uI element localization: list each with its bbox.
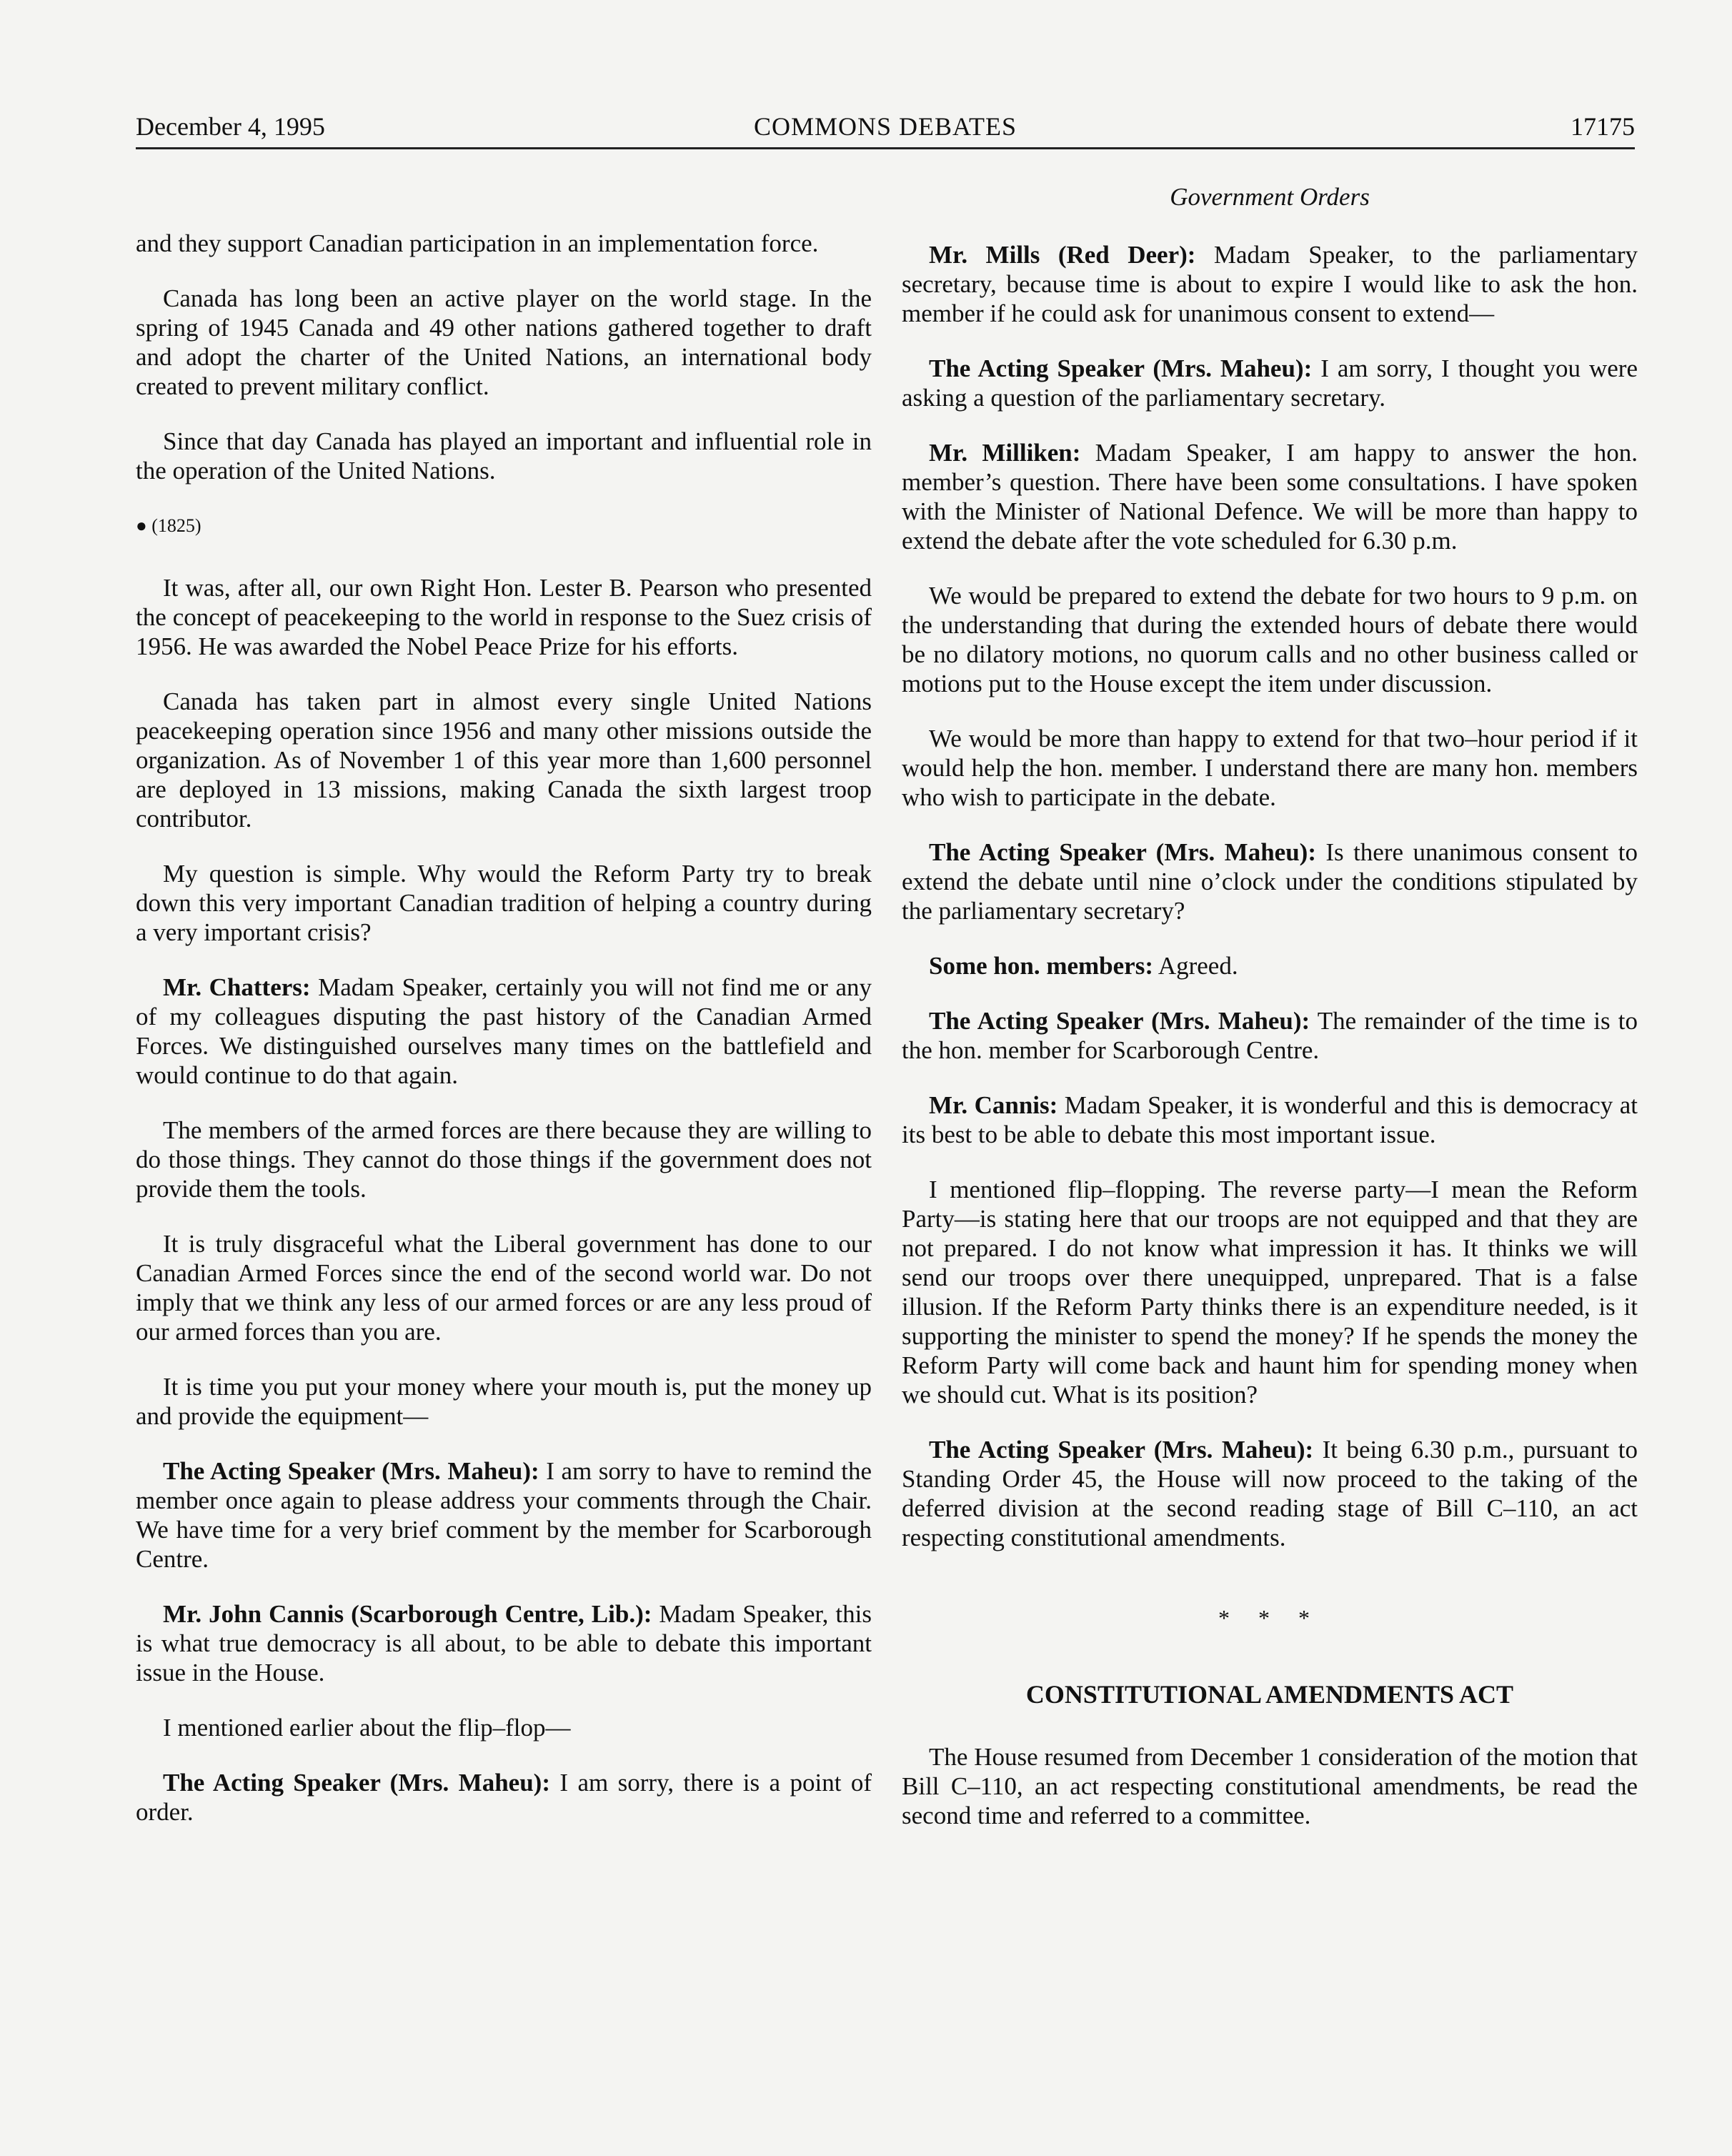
speech-text: Is there unanimous consent to extend the debate until nine o’clock under the conditions stipulated by the parliamentary secretary?	[902, 838, 1638, 925]
header-page-number: 17175	[1571, 112, 1635, 141]
speech-text: The remainder of the time is to the hon. member for Scarborough Centre.	[902, 1007, 1638, 1064]
section-divider: * * *	[1218, 1605, 1321, 1631]
paragraph: I mentioned earlier about the flip–flop—	[163, 1714, 571, 1742]
header-title: COMMONS DEBATES	[753, 112, 1017, 141]
speech-paragraph	[902, 1091, 1638, 1149]
running-header	[136, 100, 1635, 149]
speaker-name: The Acting Speaker (Mrs. Maheu):	[929, 354, 1313, 382]
paragraph: The House resumed from December 1 consideration of the motion that Bill C–110, an act respecting constitutional amendments, be read the second time and referred to a committee.	[902, 1743, 1638, 1829]
paragraph: It was, after all, our own Right Hon. Lester B. Pearson who presented the concept of peacekeeping to the world in response to the Suez crisis of 1956. He was awarded the Nobel Peace Prize for his efforts.	[136, 574, 872, 660]
speaker-name: The Acting Speaker (Mrs. Maheu):	[163, 1769, 550, 1797]
section-heading: CONSTITUTIONAL AMENDMENTS ACT	[1025, 1680, 1514, 1709]
speaker-name: Mr. Cannis:	[929, 1091, 1058, 1119]
bullet-icon: ●	[136, 515, 147, 536]
paragraph: My question is simple. Why would the Reform Party try to break down this very important Canadian tradition of helping a country during a very important crisis?	[136, 860, 872, 946]
speech-paragraph	[136, 973, 872, 1090]
paragraph: Canada has taken part in almost every single United Nations peacekeeping operation since 1956 and many other missions outside the organization. As of November 1 of this year more than 1,600 personnel are deployed in 13 missions, making Canada the sixth largest troop contributor.	[136, 687, 872, 833]
paragraph: and they support Canadian participation in an implementation force.	[136, 229, 819, 257]
speech-text: Madam Speaker, this is what true democracy is all about, to be able to debate this important issue in the House.	[136, 1600, 872, 1686]
paragraph: It is truly disgraceful what the Liberal government has done to our Canadian Armed Forces since the end of the second world war. Do not imply that we think any less of our armed forces or are any less proud of our armed forces than you are.	[136, 1230, 872, 1346]
left-column	[136, 229, 872, 1852]
speech-paragraph	[902, 838, 1638, 925]
speech-paragraph	[902, 1435, 1638, 1552]
paragraph: We would be more than happy to extend for that two–hour period if it would help the hon. member. I understand there are many hon. members who wish to participate in the debate.	[902, 725, 1638, 811]
paragraph: It is time you put your money where your mouth is, put the money up and provide the equipment—	[136, 1373, 872, 1430]
speaker-name: Some hon. members:	[929, 952, 1153, 980]
speech-text: I am sorry, I thought you were asking a question of the parliamentary secretary.	[902, 354, 1638, 412]
section-label: Government Orders	[1170, 183, 1370, 211]
right-column	[902, 240, 1638, 1856]
time-marker-text: (1825)	[151, 515, 201, 536]
speaker-name: The Acting Speaker (Mrs. Maheu):	[163, 1457, 539, 1485]
speech-paragraph	[902, 951, 1638, 980]
speech-paragraph	[902, 1006, 1638, 1065]
paragraph: Since that day Canada has played an important and influential role in the operation of the United Nations.	[136, 427, 872, 485]
header-date: December 4, 1995	[136, 112, 325, 141]
speech-paragraph	[136, 1599, 872, 1687]
speaker-name: The Acting Speaker (Mrs. Maheu):	[929, 1007, 1310, 1035]
paragraph: I mentioned flip–flopping. The reverse party—I mean the Reform Party—is stating here that our troops are not equipped and that they are not prepared. I do not know what impression it has. It thinks we will send our troops over there unequipped, unprepared. That is a false illusion. If the Reform Party thinks there is an expenditure needed, is it supporting the minister to spend the money? If he spends the money the Reform Party will come back and haunt him for spending money when we should cut. What is its position?	[902, 1176, 1638, 1409]
time-marker	[136, 511, 872, 540]
paragraph: The members of the armed forces are there because they are willing to do those things. They cannot do those things if the government does not provide them the tools.	[136, 1116, 872, 1203]
speech-paragraph	[136, 1456, 872, 1574]
paragraph: Canada has long been an active player on the world stage. In the spring of 1945 Canada and 49 other nations gathered together to draft and adopt the charter of the United Nations, an international body created to prevent military conflict.	[136, 284, 872, 400]
speech-text: I am sorry to have to remind the member once again to please address your comments through the Chair. We have time for a very brief comment by the member for Scarborough Centre.	[136, 1457, 872, 1573]
speaker-name: Mr. Mills (Red Deer):	[929, 241, 1196, 269]
speaker-name: The Acting Speaker (Mrs. Maheu):	[929, 1436, 1314, 1464]
speech-text: Madam Speaker, it is wonderful and this is democracy at its best to be able to debate this most important issue.	[902, 1091, 1638, 1148]
speaker-name: The Acting Speaker (Mrs. Maheu):	[929, 838, 1316, 866]
paragraph: We would be prepared to extend the debate for two hours to 9 p.m. on the understanding that during the extended hours of debate there would be no dilatory motions, no quorum calls and no other business called or motions put to the House except the item under discussion.	[902, 582, 1638, 697]
speech-text: Agreed.	[1153, 952, 1238, 980]
speech-text: I am sorry, there is a point of order.	[136, 1769, 872, 1826]
speech-text: Madam Speaker, to the parliamentary secretary, because time is about to expire I would like to ask the hon. member if he could ask for unanimous consent to extend—	[902, 241, 1638, 327]
speech-text: Madam Speaker, certainly you will not find me or any of my colleagues disputing the past history of the Canadian Armed Forces. We distinguished ourselves many times on the battlefield and would continue to do that again.	[136, 973, 872, 1089]
speech-text: Madam Speaker, I am happy to answer the hon. member’s question. There have been some consultations. I have spoken with the Minister of National Defence. We will be more than happy to extend the debate after the vote scheduled for 6.30 p.m.	[902, 439, 1638, 555]
speech-paragraph	[902, 438, 1638, 555]
speaker-name: Mr. Milliken:	[929, 439, 1081, 467]
speaker-name: Mr. Chatters:	[163, 973, 311, 1001]
speaker-name: Mr. John Cannis (Scarborough Centre, Lib.):	[163, 1600, 652, 1628]
speech-text: It being 6.30 p.m., pursuant to Standing Order 45, the House will now proceed to the taking of the deferred division at the second reading stage of Bill C–110, an act respecting constitutional amendments.	[902, 1436, 1638, 1551]
speech-paragraph	[902, 354, 1638, 412]
speech-paragraph	[136, 1768, 872, 1827]
speech-paragraph	[902, 240, 1638, 328]
